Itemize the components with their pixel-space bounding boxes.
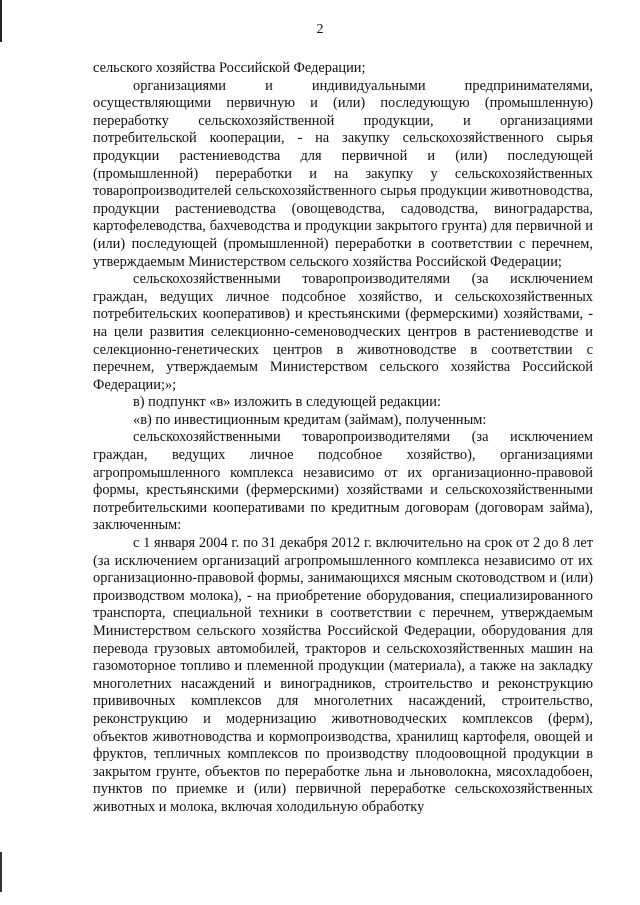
paragraph: с 1 января 2004 г. по 31 декабря 2012 г. включительно на срок от 2 до 8 лет (за исключением организаций агропромышленного комплекса независимо от их организационно-правовой формы, занимающихся мясным скотоводством и (или) производством молока), - на приобретение оборудования, специализированного транспорта, специальной техники в соответствии с перечнем, утверждаемым Министерством сельского хозяйства Российской Федерации, оборудования для перевода грузовых автомобилей, тракторов и сельскохозяйственных машин на газомоторное топливо и племенной продукции (материала), а также на закладку многолетних насаждений и виноградников, строительство и реконструкцию прививочных комплексов для многолетних насаждений, строительство, реконструкцию и модернизацию животноводческих комплексов (ферм), объектов животноводства и кормопроизводства, хранилищ картофеля, овощей и фруктов, тепличных комплексов по производству плодоовощной продукции в закрытом грунте, объектов по переработке льна и льноволокна, мясохладобоен, пунктов по приемке и (или) первичной переработке сельскохозяйственных животных и молока, включая холодильную обработку xyxy=(93,535,593,815)
paragraph: сельскохозяйственными товаропроизводителями (за исключением граждан, ведущих личное подсобное хозяйство), организациями агропромышленного комплекса независимо от их организационно-правовой формы, крестьянскими (фермерскими) хозяйствами и сельскохозяйственными потребительскими кооперативами по кредитным договорам (договорам займа), заключенным: xyxy=(93,429,593,534)
page-number: 2 xyxy=(316,22,324,37)
paragraph: организациями и индивидуальными предпринимателями, осуществляющими первичную и (или) последующую (промышленную) переработку сельскохозяйственной продукции, и организациями потребительской кооперации, - на закупку сельскохозяйственного сырья продукции растениеводства для первичной и (или) последующей (промышленной) переработки и на закупку у сельскохозяйственных товаропроизводителей сельскохозяйственного сырья продукции животноводства, продукции растениеводства (овощеводства, садоводства, виноградарства, картофелеводства, бахчеводства и продукции закрытого грунта) для первичной и (или) последующей (промышленной) переработки в соответствии с перечнем, утверждаемым Министерством сельского хозяйства Российской Федерации; xyxy=(93,77,593,270)
paragraph: «в) по инвестиционным кредитам (займам), полученным: xyxy=(133,411,487,428)
paragraph: в) подпункт «в» изложить в следующей редакции: xyxy=(133,394,441,411)
document-body xyxy=(93,60,593,817)
paragraph: сельскохозяйственными товаропроизводителями (за исключением граждан, ведущих личное подсобное хозяйство, и сельскохозяйственных потребительских кооперативов) и крестьянскими (фермерскими) хозяйствами, - на цели развития селекционно-семеноводческих центров в растениеводстве и селекционно-генетических центров в животноводстве в соответствии с перечнем, утверждаемым Министерством сельского хозяйства Российской Федерации;»; xyxy=(93,271,593,393)
paragraph: сельского хозяйства Российской Федерации; xyxy=(93,60,366,76)
scan-edge-mark xyxy=(0,852,2,892)
